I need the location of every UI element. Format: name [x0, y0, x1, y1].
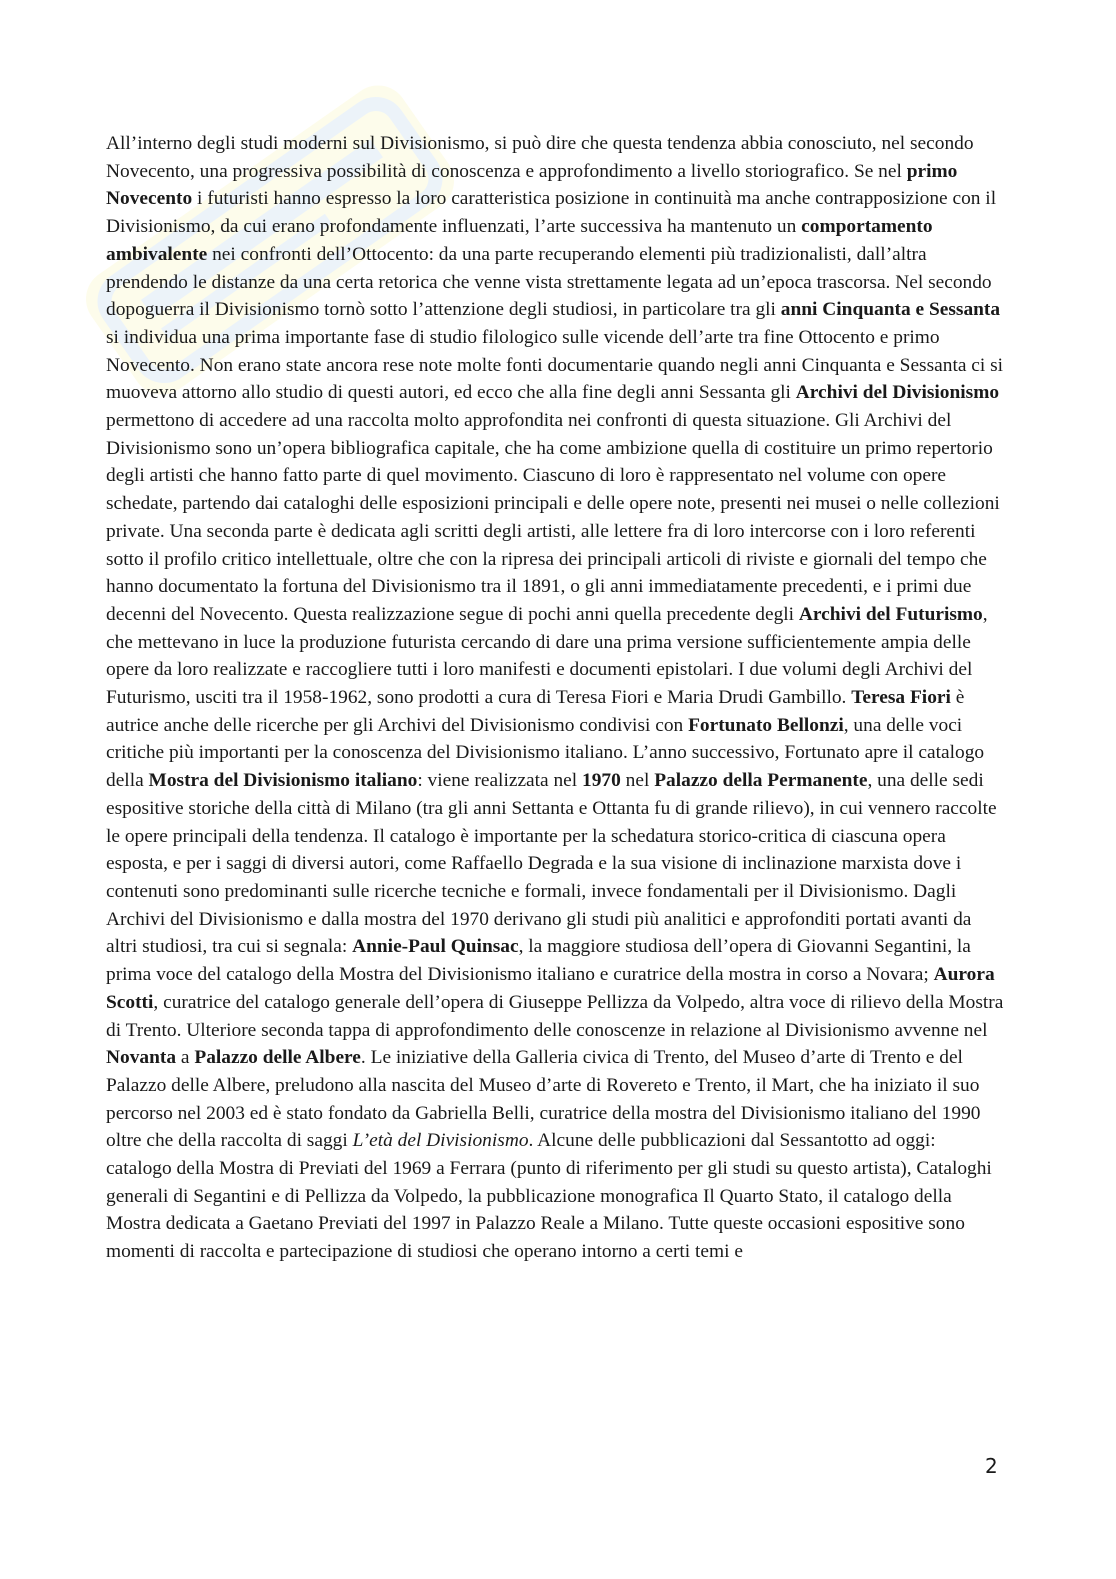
text-run: , che mettevano in luce la produzione futurista cercando di dare una prima versione sufficientemente ampia delle opere da loro realizzate e raccogliere tutti i loro manifesti e documenti epistolari. I due volumi degli Archivi del Futurismo, usciti tra il 1958-1962, sono prodotti a cura di Teresa Fiori e Maria Drudi Gambillo. — [106, 603, 988, 709]
text-run: All’interno degli studi moderni sul Divisionismo, si può dire che questa tendenza abbia conosciuto, nel secondo Novecento, una progressiva possibilità di conoscenza e approfondimento a livello storiografico. Se nel — [106, 133, 974, 182]
bold-term: Aurora Scotti — [106, 964, 995, 1013]
text-run: si individua una prima importante fase di studio filologico sulle vicende dell’arte tra fine Ottocento e primo Novecento. Non erano state ancora rese note molte fonti documentarie quando negli anni Cinquanta e Sessanta ci si muoveva attorno allo studio di questi autori, ed ecco che alla fine degli anni Sessanta gli — [106, 326, 1004, 404]
text-run: , una delle voci critiche più importanti per la conoscenza del Divisionismo italiano. L’anno successivo, Fortunato apre il catalogo della — [106, 714, 985, 792]
bold-term: Archivi del Divisionismo — [795, 382, 1000, 404]
text-run: permettono di accedere ad una raccolta molto approfondita nei confronti di questa situazione. Gli Archivi del Divisionismo sono un’opera bibliografica capitale, che ha come ambizione quella di costituire un primo repertorio degli artisti che hanno fatto parte di quel movimento. Ciascuno di loro è rappresentato nel volume con opere schedate, partendo dai cataloghi delle esposizioni principali e delle opere note, presenti nei musei o nelle collezioni private. Una seconda parte è dedicata agli scritti degli artisti, alle lettere fra di loro intercorse con i loro referenti sotto il profilo critico intellettuale, oltre che con la ripresa dei principali articoli di riviste e giornali del tempo che hanno documentato la fortuna del Divisionismo tra il 1891, o gli anni immediatamente precedenti, e i primi due decenni del Novecento. Questa realizzazione segue di pochi anni quella precedente degli — [106, 410, 1000, 625]
bold-term: anni Cinquanta e Sessanta — [780, 299, 1001, 321]
text-run: . Le iniziative della Galleria civica di Trento, del Museo d’arte di Trento e del Palazzo delle Albere, preludono alla nascita del Museo d’arte di Rovereto e Trento, il Mart, che ha iniziato il suo percorso nel 2003 ed è stato fondato da Gabriella Belli, curatrice della mostra del Divisionismo italiano del 1990 oltre che della raccolta di saggi — [106, 1047, 981, 1152]
bold-term: Palazzo delle Albere — [194, 1047, 361, 1069]
page-number: 2 — [985, 1454, 998, 1478]
bold-term: Archivi del Futurismo — [798, 603, 983, 625]
text-run: a — [176, 1047, 195, 1069]
text-run: , una delle sedi espositive storiche della città di Milano (tra gli anni Settanta e Ottanta fu di grande rilievo), in cui vennero raccolte le opere principali della tendenza. Il catalogo è importante per la schedatura storico-critica di ciascuna opera esposta, e per i saggi di diversi autori, come Raffaello Degrada e la sua visione di inclinazione marxista dove i contenuti sono predominanti sulle ricerche tecniche e formali, invece fondamentali per il Divisionismo. Dagli Archivi del Divisionismo e dalla mostra del 1970 derivano gli studi più analitici e approfonditi portati avanti da altri studiosi, tra cui si segnala: — [106, 770, 997, 958]
body-paragraph — [106, 130, 1006, 1266]
italic-title: L’età del Divisionismo — [352, 1130, 529, 1152]
text-run: nei confronti dell’Ottocento: da una parte recuperando elementi più tradizionalisti, dall’altra prendendo le distanze da una certa retorica che venne vista strettamente legata ad un’epoca trascorsa. Nel secondo dopoguerra il Divisionismo tornò sotto l’attenzione degli studiosi, in particolare tra gli — [106, 243, 992, 321]
text-run: : viene realizzata nel — [417, 770, 583, 792]
bold-term: Fortunato Bellonzi — [688, 714, 844, 736]
bold-term: Novanta — [106, 1047, 177, 1069]
bold-term: Palazzo della Permanente — [654, 770, 868, 792]
bold-term: 1970 — [582, 770, 621, 792]
bold-term: comportamento ambivalente — [106, 216, 933, 265]
text-run: è autrice anche delle ricerche per gli Archivi del Divisionismo condivisi con — [106, 687, 965, 736]
bold-term: primo Novecento — [106, 160, 958, 210]
text-run: . Alcune delle pubblicazioni dal Sessantotto ad oggi: catalogo della Mostra di Previati del 1969 a Ferrara (punto di riferimento per gli studi su questo artista), Cataloghi generali di Segantini e di Pellizza da Volpedo, la pubblicazione monografica Il Quarto Stato, il catalogo della Mostra dedicata a Gaetano Previati del 1997 in Palazzo Reale a Milano. Tutte queste occasioni espositive sono momenti di raccolta e partecipazione di studiosi che operano intorno a certi temi e — [106, 1130, 992, 1263]
bold-term: Teresa Fiori — [851, 687, 951, 709]
text-run: i futuristi hanno espresso la loro caratteristica posizione in continuità ma anche contrapposizione con il Divisionismo, da cui erano profondamente influenzati, l’arte successiva ha mantenuto un — [106, 188, 997, 238]
text-run: , la maggiore studiosa dell’opera di Giovanni Segantini, la prima voce del catalogo della Mostra del Divisionismo italiano e curatrice della mostra in corso a Novara; — [106, 936, 971, 986]
bold-term: Mostra del Divisionismo italiano — [148, 770, 418, 792]
text-run: nel — [620, 770, 655, 792]
bold-term: Annie-Paul Quinsac — [352, 936, 519, 958]
text-run: , curatrice del catalogo generale dell’opera di Giuseppe Pellizza da Volpedo, altra voce di rilievo della Mostra di Trento. Ulteriore seconda tappa di approfondimento delle conoscenze in relazione al Divisionismo avvenne nel — [106, 991, 1004, 1041]
